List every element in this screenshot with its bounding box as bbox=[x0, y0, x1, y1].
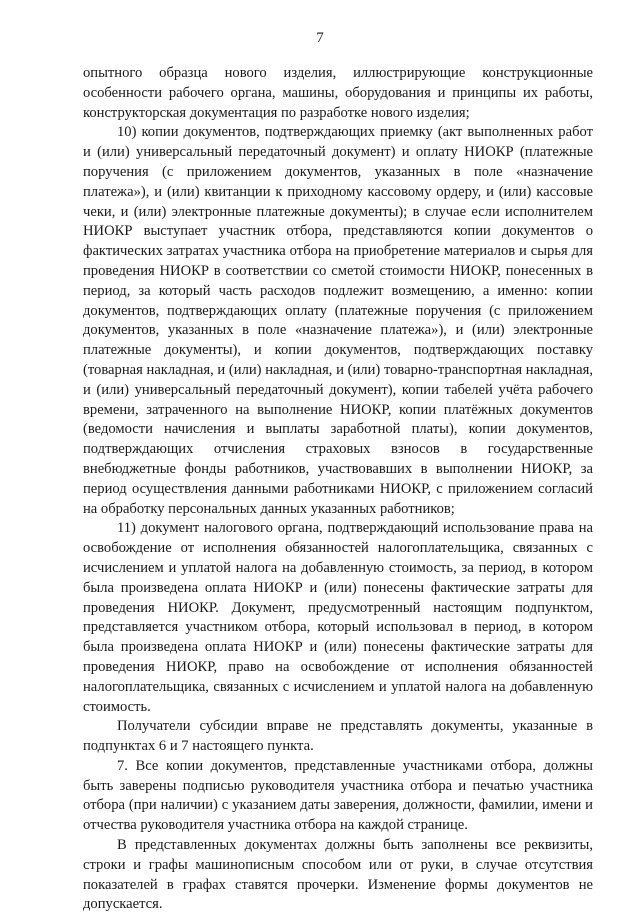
paragraph-recipients-note: Получатели субсидии вправе не представлять документы, указанные в подпунктах 6 и 7 настоящего пункта. bbox=[83, 718, 593, 755]
paragraph-continuation: опытного образца нового изделия, иллюстрирующие конструкционные особенности рабочего органа, машины, оборудования и принципы их работы, конструкторская документация по разработке нового изделия; bbox=[83, 65, 593, 121]
paragraph-item-11: 11) документ налогового органа, подтверждающий использование права на освобождение от исполнения обязанностей налогоплательщика, связанных с исчислением и уплатой налога на добавленную стоимость, за период, в котором была произведена оплата НИОКР и (или) понесены фактические затраты для проведения НИОКР. Документ, предусмотренный настоящим подпунктом, представляется участником отбора, который использовал в период, в котором была произведена оплата НИОКР и (или) понесены фактические затраты для проведения НИОКР, право на освобождение от исполнения обязанностей налогоплательщика, связанных с исчислением и уплатой налога на добавленную стоимость. bbox=[83, 520, 593, 715]
document-body bbox=[83, 64, 593, 915]
paragraph-item-10: 10) копии документов, подтверждающих приемку (акт выполненных работ и (или) универсальный передаточный документ) и оплату НИОКР (платежные поручения (с приложением документов, указанных в поле «назначение платежа»), и (или) квитанции к приходному кассовому ордеру, и (или) кассовые чеки, и (или) электронные платежные документы); в случае если исполнителем НИОКР выступает участник отбора, представляются копии документов о фактических затратах участника отбора на приобретение материалов и сырья для проведения НИОКР в соответствии со сметой стоимости НИОКР, понесенных в период, за который часть расходов подлежит возмещению, а именно: копии документов, подтверждающих оплату (платежные поручения (с приложением документов, указанных в поле «назначение платежа»), и (или) электронные платежные документы), и копии документов, подтверждающих поставку (товарная накладная, и (или) накладная, и (или) товарно-транспортная накладная, и (или) универсальный передаточный документ), копии табелей учёта рабочего времени, затраченного на выполнение НИОКР, копии платёжных документов (ведомости начисления и выплаты заработной платы), копии документов, подтверждающих отчисления страховых взносов в государственные внебюджетные фонды работников, участвовавших в выполнении НИОКР, за период осуществления данными работниками НИОКР, с приложением согласий на обработку персональных данных указанных работников; bbox=[83, 124, 593, 517]
paragraph-requisites-note: В представленных документах должны быть заполнены все реквизиты, строки и графы машинописным способом или от руки, в случае отсутствия показателей в графах ставятся прочерки. Изменение формы документов не допускается. bbox=[83, 837, 593, 913]
paragraph-clause-7: 7. Все копии документов, представленные участниками отбора, должны быть заверены подписью руководителя участника отбора и печатью участника отбора (при наличии) с указанием даты заверения, должности, фамилии, имени и отчества руководителя участника отбора на каждой странице. bbox=[83, 757, 593, 834]
page-number: 7 bbox=[316, 30, 324, 46]
